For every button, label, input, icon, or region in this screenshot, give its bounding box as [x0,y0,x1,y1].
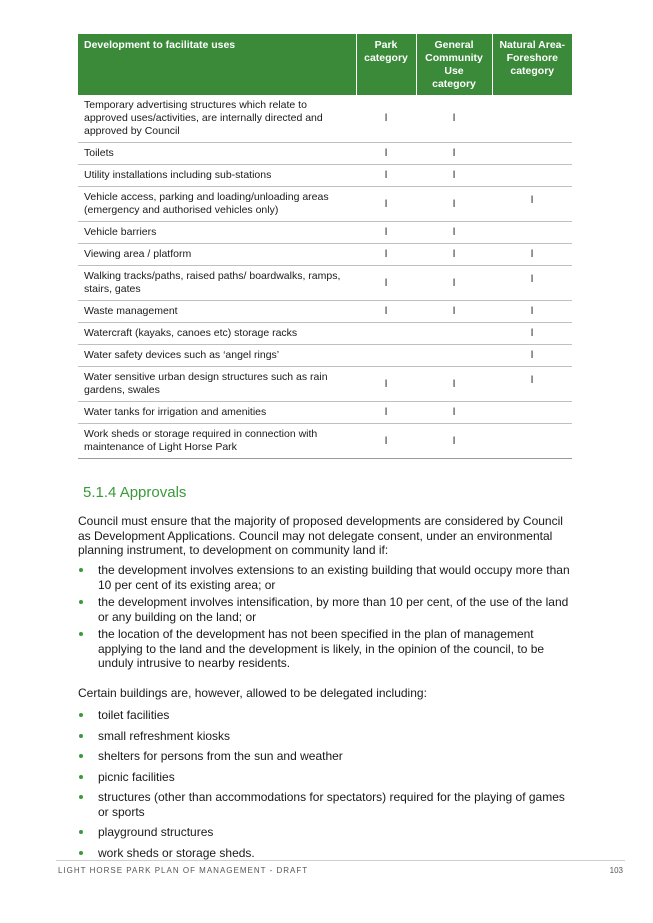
bullet-icon [79,632,83,636]
table-row [78,402,572,424]
delegated-text: toilet facilities [98,708,170,722]
row-use: Toilets [78,143,356,165]
list-item [78,563,578,592]
park-mark: l [356,367,416,402]
header-park: Park category [356,34,416,95]
condition-text: the development involves extensions to an existing building that would occupy more than 10 per cent of its existing area; or [98,563,570,592]
row-use: Waste management [78,301,356,323]
natural-mark [492,222,572,244]
footer-title: LIGHT HORSE PARK PLAN OF MANAGEMENT - DRAFT [58,866,309,875]
list-item [78,790,578,819]
row-use: Vehicle access, parking and loading/unloading areas (emergency and authorised vehicles only) [78,187,356,222]
table-row [78,244,572,266]
approvals-intro: Council must ensure that the majority of proposed developments are considered by Council as Development Applications. Council may not delegate consent, under an environmental planning instrument, to development on community land if: [78,514,563,557]
delegated-text: structures (other than accommodations for spectators) required for the playing of games or sports [98,790,565,819]
general-mark: l [416,402,492,424]
delegated-list [78,708,578,860]
park-mark [356,345,416,367]
table-row [78,323,572,345]
general-mark: l [416,95,492,143]
natural-mark: l [492,266,572,301]
table-header-row [78,34,572,95]
delegated-text: small refreshment kiosks [98,728,231,743]
general-mark: l [416,367,492,402]
natural-mark: l [492,244,572,266]
page-number: 103 [609,866,623,875]
delegated-text: work sheds or storage sheds. [98,845,255,860]
row-use: Work sheds or storage required in connection with maintenance of Light Horse Park [78,424,356,459]
row-use: Water safety devices such as ‘angel rings’ [78,345,356,367]
bullet-icon [79,754,83,758]
table-row [78,95,572,143]
general-mark: l [416,301,492,323]
general-mark: l [416,424,492,459]
development-uses-table [78,34,572,459]
list-item [78,846,578,861]
table-row [78,266,572,301]
section-heading: 5.1.4 Approvals [83,484,187,501]
park-mark: l [356,187,416,222]
natural-mark: l [492,367,572,402]
delegated-intro: Certain buildings are, however, allowed to be delegated including: [78,686,427,700]
natural-mark [492,95,572,143]
footer-divider [56,860,625,861]
natural-mark [492,402,572,424]
row-use: Watercraft (kayaks, canoes etc) storage racks [78,323,356,345]
row-use: Water tanks for irrigation and amenities [78,402,356,424]
header-general-community: General Community Use category [416,34,492,95]
general-mark [416,323,492,345]
bullet-icon [79,568,83,572]
general-mark: l [416,244,492,266]
header-natural-area: Natural Area-Foreshore category [492,34,572,95]
row-use: Viewing area / platform [78,244,356,266]
bullet-icon [79,851,83,855]
row-use: Temporary advertising structures which relate to approved uses/activities, are internally directed and approved by Council [78,95,356,143]
park-mark [356,323,416,345]
conditions-list [78,563,578,671]
list-item [78,749,578,764]
list-item [78,825,578,840]
list-item [78,627,578,671]
row-use: Utility installations including sub-stations [78,165,356,187]
general-mark: l [416,222,492,244]
park-mark: l [356,143,416,165]
park-mark: l [356,244,416,266]
park-mark: l [356,424,416,459]
natural-mark: l [492,345,572,367]
general-mark [416,345,492,367]
delegated-text: playground structures [98,825,214,839]
bullet-icon [79,830,83,834]
list-item [78,729,578,744]
table-row [78,165,572,187]
park-mark: l [356,402,416,424]
general-mark: l [416,165,492,187]
list-item [78,595,578,624]
bullet-icon [79,775,83,779]
natural-mark [492,424,572,459]
row-use: Water sensitive urban design structures such as rain gardens, swales [78,367,356,402]
bullet-icon [79,795,83,799]
table-row [78,345,572,367]
list-item [78,708,578,723]
natural-mark [492,143,572,165]
table-row [78,367,572,402]
natural-mark: l [492,301,572,323]
natural-mark [492,165,572,187]
bullet-icon [79,713,83,717]
row-use: Walking tracks/paths, raised paths/ boardwalks, ramps, stairs, gates [78,266,356,301]
park-mark: l [356,301,416,323]
table-row [78,143,572,165]
park-mark: l [356,95,416,143]
park-mark: l [356,266,416,301]
table-row [78,301,572,323]
natural-mark: l [492,323,572,345]
bullet-icon [79,734,83,738]
delegated-text: shelters for persons from the sun and weather [98,749,343,763]
natural-mark: l [492,187,572,222]
bullet-icon [79,600,83,604]
delegated-text: picnic facilities [98,769,175,784]
park-mark: l [356,165,416,187]
table-row [78,222,572,244]
header-development: Development to facilitate uses [78,34,356,95]
general-mark: l [416,266,492,301]
condition-text: the development involves intensification, by more than 10 per cent, of the use of the land or any building on the land; or [98,595,569,624]
table-row [78,424,572,459]
general-mark: l [416,187,492,222]
condition-text: the location of the development has not been specified in the plan of management applying to the land and the development is likely, in the opinion of the council, to be unduly intrusive to nearby residents. [98,627,545,670]
general-mark: l [416,143,492,165]
park-mark: l [356,222,416,244]
row-use: Vehicle barriers [78,222,356,244]
list-item [78,770,578,785]
table-row [78,187,572,222]
